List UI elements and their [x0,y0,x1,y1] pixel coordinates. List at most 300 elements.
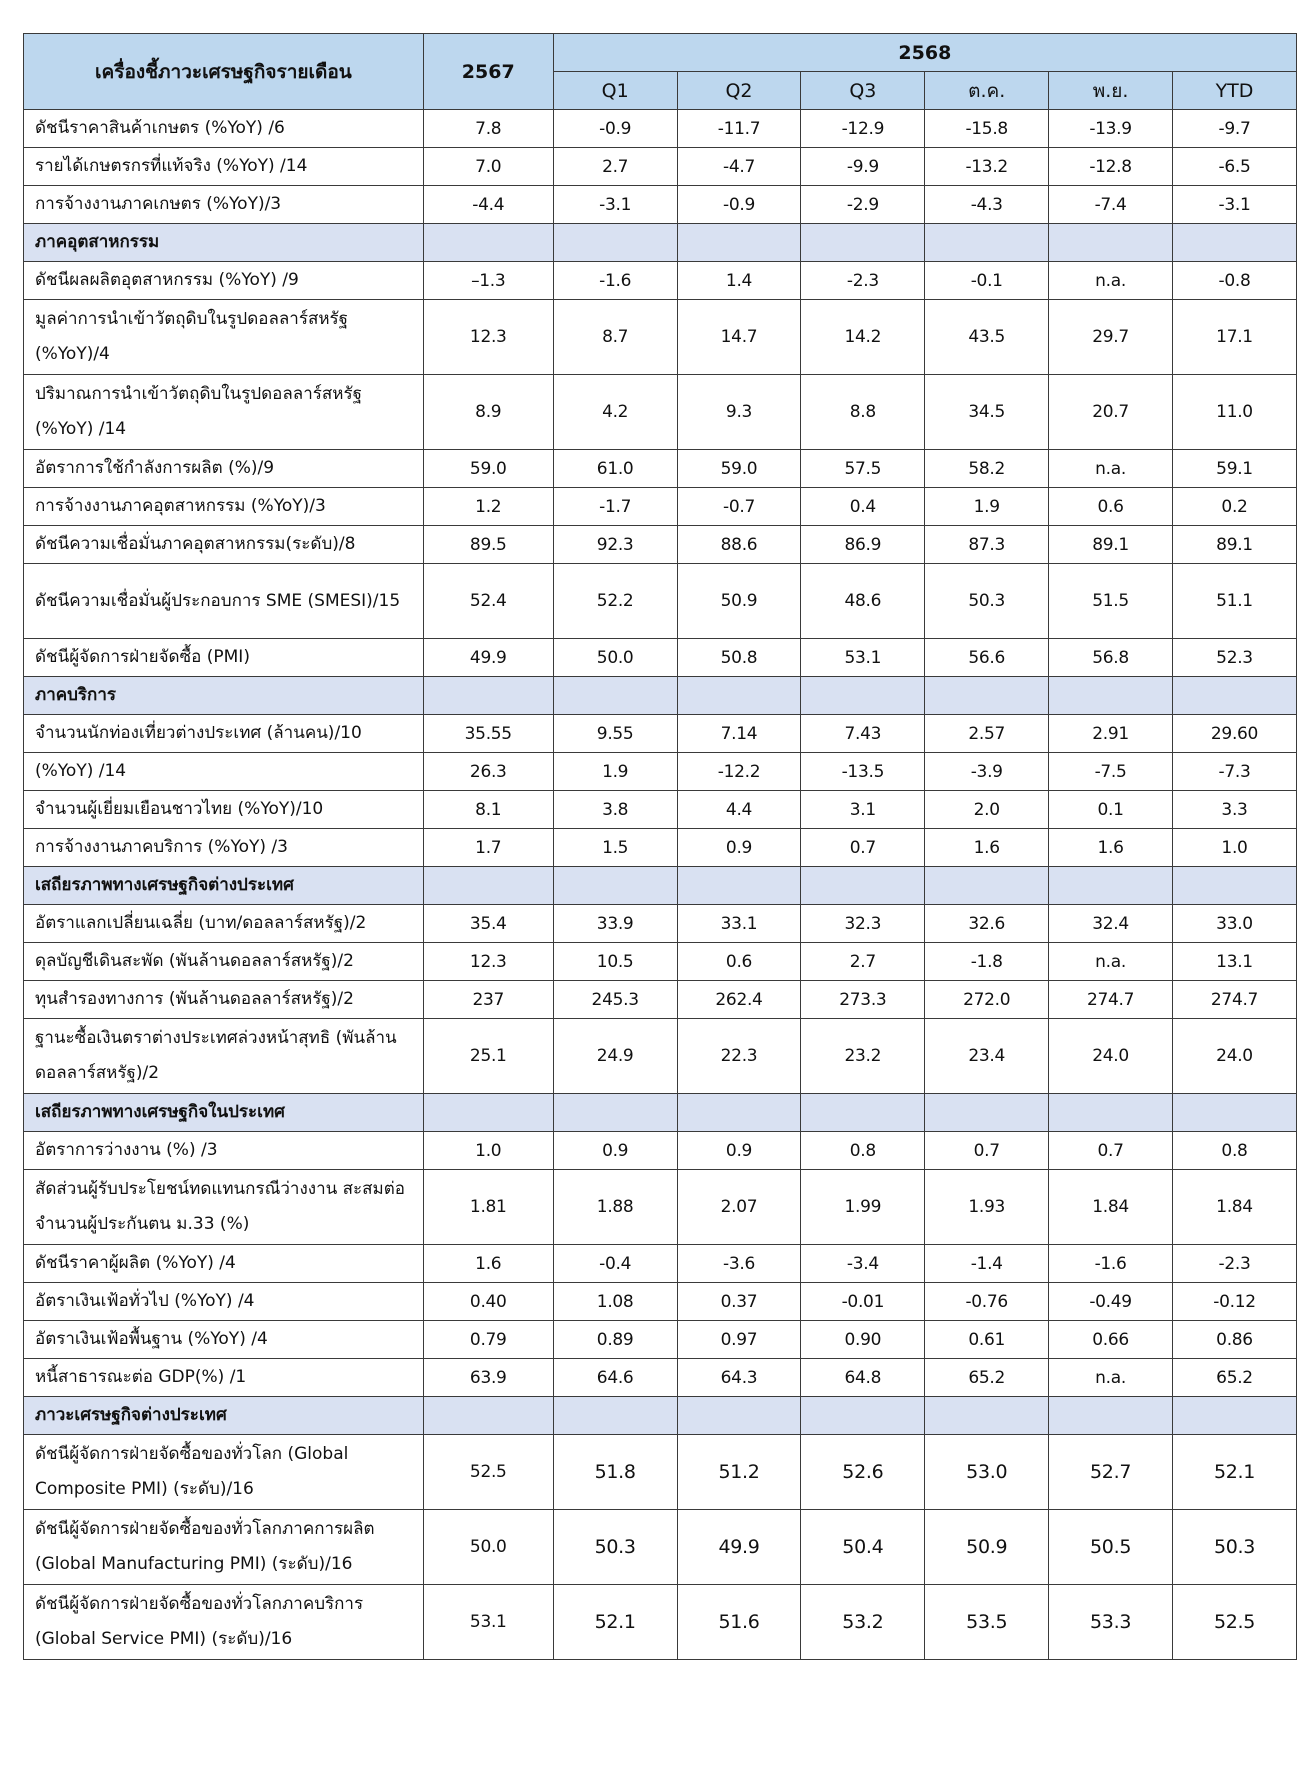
value-2568-q3: 53.2 [801,1585,925,1660]
value-2567: 0.40 [423,1283,553,1321]
value-2568-ytd: 33.0 [1173,905,1297,943]
value-2568-q3: 14.2 [801,300,925,375]
value-2568-q2: 0.9 [677,1132,801,1170]
value-2567: 1.7 [423,829,553,867]
indicator-label: ดัชนีผู้จัดการฝ่ายจัดซื้อของทั่วโลกภาคการผลิต (Global Manufacturing PMI) (ระดับ)/16 [24,1510,424,1585]
value-2568-q3: -12.9 [801,110,925,148]
value-2568-q1: 24.9 [553,1019,677,1094]
value-2568-oct: 34.5 [925,375,1049,450]
section-empty-cell [925,1094,1049,1132]
value-2568-q2: -0.9 [677,186,801,224]
value-2568-oct: 58.2 [925,450,1049,488]
section-empty-cell [553,677,677,715]
table-row [24,564,1297,639]
value-2568-oct: 0.7 [925,1132,1049,1170]
table-row [24,791,1297,829]
value-2568-q3: 52.6 [801,1435,925,1510]
value-2568-q3: -3.4 [801,1245,925,1283]
value-2568-nov: 20.7 [1049,375,1173,450]
value-2568-q3: 32.3 [801,905,925,943]
section-empty-cell [801,224,925,262]
value-2568-q2: 0.37 [677,1283,801,1321]
section-empty-cell [925,677,1049,715]
value-2568-nov: -7.5 [1049,753,1173,791]
value-2568-nov: -1.6 [1049,1245,1173,1283]
value-2568-ytd: 0.8 [1173,1132,1297,1170]
value-2567: 7.0 [423,148,553,186]
value-2568-q2: 50.9 [677,564,801,639]
value-2568-oct: -3.9 [925,753,1049,791]
value-2568-ytd: -3.1 [1173,186,1297,224]
value-2568-q3: 0.8 [801,1132,925,1170]
value-2567: 8.1 [423,791,553,829]
value-2568-oct: 56.6 [925,639,1049,677]
table-row [24,1435,1297,1510]
value-2568-q1: 50.3 [553,1510,677,1585]
value-2568-q2: -12.2 [677,753,801,791]
value-2568-q3: -9.9 [801,148,925,186]
value-2568-q1: 3.8 [553,791,677,829]
table-row [24,829,1297,867]
section-empty-cell [801,1094,925,1132]
value-2568-ytd: 274.7 [1173,981,1297,1019]
value-2567: 0.79 [423,1321,553,1359]
value-2568-q3: 64.8 [801,1359,925,1397]
value-2568-ytd: 51.1 [1173,564,1297,639]
value-2568-ytd: -2.3 [1173,1245,1297,1283]
value-2567: -4.4 [423,186,553,224]
section-empty-cell [1173,1094,1297,1132]
indicator-label: อัตราแลกเปลี่ยนเฉลี่ย (บาท/ดอลลาร์สหรัฐ)/2 [24,905,424,943]
value-2567: 89.5 [423,526,553,564]
value-2567: 8.9 [423,375,553,450]
table-row [24,943,1297,981]
value-2568-ytd: 29.60 [1173,715,1297,753]
value-2567: 50.0 [423,1510,553,1585]
value-2568-nov: n.a. [1049,1359,1173,1397]
value-2568-q3: -0.01 [801,1283,925,1321]
value-2568-ytd: 11.0 [1173,375,1297,450]
table-row [24,186,1297,224]
section-title: ภาวะเศรษฐกิจต่างประเทศ [24,1397,424,1435]
value-2568-oct: -1.4 [925,1245,1049,1283]
value-2568-ytd: 52.1 [1173,1435,1297,1510]
value-2568-q1: -0.4 [553,1245,677,1283]
value-2568-q3: 7.43 [801,715,925,753]
value-2568-q1: 4.2 [553,375,677,450]
indicator-label: อัตราเงินเฟ้อพื้นฐาน (%YoY) /4 [24,1321,424,1359]
value-2568-q2: 59.0 [677,450,801,488]
table-row [24,981,1297,1019]
value-2568-q1: 33.9 [553,905,677,943]
section-empty-cell [1049,224,1173,262]
table-row [24,1283,1297,1321]
indicator-label: อัตราการว่างงาน (%) /3 [24,1132,424,1170]
indicator-label: (%YoY) /14 [24,753,424,791]
section-empty-cell [553,1094,677,1132]
value-2568-nov: 0.7 [1049,1132,1173,1170]
section-empty-cell [801,677,925,715]
value-2568-q2: 50.8 [677,639,801,677]
section-empty-cell [1049,677,1173,715]
value-2568-q1: 0.9 [553,1132,677,1170]
value-2567: 237 [423,981,553,1019]
value-2567: –1.3 [423,262,553,300]
section-header-row [24,1397,1297,1435]
value-2568-q3: -13.5 [801,753,925,791]
section-title: เสถียรภาพทางเศรษฐกิจต่างประเทศ [24,867,424,905]
value-2568-oct: 0.61 [925,1321,1049,1359]
indicator-label: ดัชนีผู้จัดการฝ่ายจัดซื้อของทั่วโลกภาคบริการ (Global Service PMI) (ระดับ)/16 [24,1585,424,1660]
value-2568-q2: -0.7 [677,488,801,526]
section-empty-cell [553,1397,677,1435]
value-2568-q2: -4.7 [677,148,801,186]
section-empty-cell [423,867,553,905]
section-empty-cell [801,1397,925,1435]
table-row [24,450,1297,488]
value-2568-ytd: 52.3 [1173,639,1297,677]
indicator-label: ดัชนีความเชื่อมั่นภาคอุตสาหกรรม(ระดับ)/8 [24,526,424,564]
value-2568-nov: 24.0 [1049,1019,1173,1094]
section-title: ภาคอุตสาหกรรม [24,224,424,262]
value-2568-ytd: 59.1 [1173,450,1297,488]
value-2568-ytd: 89.1 [1173,526,1297,564]
section-empty-cell [925,867,1049,905]
value-2568-q1: -1.7 [553,488,677,526]
value-2568-q3: -2.3 [801,262,925,300]
value-2568-oct: -4.3 [925,186,1049,224]
value-2568-nov: 0.6 [1049,488,1173,526]
table-row [24,1170,1297,1245]
indicator-column-header: เครื่องชี้ภาวะเศรษฐกิจรายเดือน [24,34,424,110]
value-2568-q2: 14.7 [677,300,801,375]
section-empty-cell [677,224,801,262]
section-empty-cell [553,867,677,905]
value-2568-q1: 52.1 [553,1585,677,1660]
value-2568-oct: 1.93 [925,1170,1049,1245]
section-empty-cell [677,1094,801,1132]
value-2568-oct: 50.9 [925,1510,1049,1585]
value-2568-q2: -3.6 [677,1245,801,1283]
indicator-label: ดุลบัญชีเดินสะพัด (พันล้านดอลลาร์สหรัฐ)/2 [24,943,424,981]
value-2568-oct: -15.8 [925,110,1049,148]
value-2568-ytd: -0.12 [1173,1283,1297,1321]
value-2568-ytd: -0.8 [1173,262,1297,300]
section-empty-cell [1173,224,1297,262]
period-header-ytd: YTD [1173,72,1297,110]
value-2568-nov: -7.4 [1049,186,1173,224]
indicator-label: ดัชนีความเชื่อมั่นผู้ประกอบการ SME (SMESI)/15 [24,564,424,639]
table-row [24,262,1297,300]
value-2568-q3: 3.1 [801,791,925,829]
value-2568-ytd: 0.2 [1173,488,1297,526]
value-2568-q3: 57.5 [801,450,925,488]
indicator-label: ดัชนีราคาสินค้าเกษตร (%YoY) /6 [24,110,424,148]
value-2568-nov: 50.5 [1049,1510,1173,1585]
value-2568-q1: 61.0 [553,450,677,488]
value-2568-q2: 2.07 [677,1170,801,1245]
table-row [24,375,1297,450]
value-2567: 1.81 [423,1170,553,1245]
value-2568-nov: 0.1 [1049,791,1173,829]
value-2568-q3: 1.99 [801,1170,925,1245]
value-2568-q3: 2.7 [801,943,925,981]
value-2568-oct: 2.0 [925,791,1049,829]
value-2568-oct: -13.2 [925,148,1049,186]
value-2568-q2: 22.3 [677,1019,801,1094]
indicator-label: ดัชนีผู้จัดการฝ่ายจัดซื้อ (PMI) [24,639,424,677]
value-2568-oct: 53.5 [925,1585,1049,1660]
section-empty-cell [677,867,801,905]
value-2568-q1: 9.55 [553,715,677,753]
value-2568-q3: 50.4 [801,1510,925,1585]
value-2567: 63.9 [423,1359,553,1397]
value-2568-q1: 1.9 [553,753,677,791]
indicator-label: จำนวนนักท่องเที่ยวต่างประเทศ (ล้านคน)/10 [24,715,424,753]
value-2568-q1: -1.6 [553,262,677,300]
value-2568-ytd: 52.5 [1173,1585,1297,1660]
section-empty-cell [1173,867,1297,905]
value-2568-q3: 0.90 [801,1321,925,1359]
value-2568-ytd: 3.3 [1173,791,1297,829]
table-row [24,1359,1297,1397]
value-2568-ytd: -9.7 [1173,110,1297,148]
value-2568-q1: -3.1 [553,186,677,224]
value-2568-q2: 1.4 [677,262,801,300]
value-2568-nov: 52.7 [1049,1435,1173,1510]
value-2568-nov: -0.49 [1049,1283,1173,1321]
value-2567: 26.3 [423,753,553,791]
indicator-label: ปริมาณการนำเข้าวัตถุดิบในรูปดอลลาร์สหรัฐ (%YoY) /14 [24,375,424,450]
section-empty-cell [553,224,677,262]
value-2567: 1.0 [423,1132,553,1170]
value-2567: 1.6 [423,1245,553,1283]
value-2568-q3: 23.2 [801,1019,925,1094]
table-row [24,1245,1297,1283]
value-2568-ytd: 1.0 [1173,829,1297,867]
section-empty-cell [1173,1397,1297,1435]
period-header-q1: Q1 [553,72,677,110]
value-2568-q2: 88.6 [677,526,801,564]
value-2568-ytd: 1.84 [1173,1170,1297,1245]
value-2568-q3: 273.3 [801,981,925,1019]
value-2568-oct: 53.0 [925,1435,1049,1510]
table-row [24,300,1297,375]
section-empty-cell [677,1397,801,1435]
value-2567: 7.8 [423,110,553,148]
value-2568-q2: 0.6 [677,943,801,981]
section-header-row [24,677,1297,715]
value-2568-q1: 10.5 [553,943,677,981]
value-2567: 59.0 [423,450,553,488]
value-2568-q2: 9.3 [677,375,801,450]
section-empty-cell [925,1397,1049,1435]
value-2568-nov: 1.84 [1049,1170,1173,1245]
year-2567-header: 2567 [423,34,553,110]
table-row [24,148,1297,186]
value-2568-q2: 262.4 [677,981,801,1019]
value-2567: 53.1 [423,1585,553,1660]
value-2568-nov: 56.8 [1049,639,1173,677]
table-row [24,1510,1297,1585]
indicator-label: หนี้สาธารณะต่อ GDP(%) /1 [24,1359,424,1397]
table-row [24,1585,1297,1660]
indicator-label: ฐานะซื้อเงินตราต่างประเทศล่วงหน้าสุทธิ (พันล้านดอลลาร์สหรัฐ)/2 [24,1019,424,1094]
value-2568-q3: 53.1 [801,639,925,677]
value-2568-nov: n.a. [1049,262,1173,300]
value-2568-q1: 52.2 [553,564,677,639]
value-2568-oct: 32.6 [925,905,1049,943]
table-row [24,526,1297,564]
period-header-nov: พ.ย. [1049,72,1173,110]
section-title: ภาคบริการ [24,677,424,715]
indicator-label: ดัชนีผลผลิตอุตสาหกรรม (%YoY) /9 [24,262,424,300]
value-2568-nov: -13.9 [1049,110,1173,148]
value-2568-nov: 1.6 [1049,829,1173,867]
indicator-label: มูลค่าการนำเข้าวัตถุดิบในรูปดอลลาร์สหรัฐ (%YoY)/4 [24,300,424,375]
value-2568-ytd: -7.3 [1173,753,1297,791]
indicator-label: อัตราเงินเฟ้อทั่วไป (%YoY) /4 [24,1283,424,1321]
value-2568-q1: 2.7 [553,148,677,186]
value-2568-q1: 51.8 [553,1435,677,1510]
value-2568-q2: 0.97 [677,1321,801,1359]
period-header-q3: Q3 [801,72,925,110]
value-2568-q1: 92.3 [553,526,677,564]
value-2568-q3: 86.9 [801,526,925,564]
value-2568-q1: 64.6 [553,1359,677,1397]
indicator-label: การจ้างงานภาคเกษตร (%YoY)/3 [24,186,424,224]
value-2568-q1: -0.9 [553,110,677,148]
indicator-label: อัตราการใช้กำลังการผลิต (%)/9 [24,450,424,488]
value-2567: 35.4 [423,905,553,943]
value-2567: 1.2 [423,488,553,526]
table-header [24,34,1297,110]
value-2568-q2: 33.1 [677,905,801,943]
economic-indicators-table [23,33,1297,1660]
value-2568-nov: 51.5 [1049,564,1173,639]
value-2567: 52.5 [423,1435,553,1510]
value-2568-q3: 8.8 [801,375,925,450]
table-row [24,110,1297,148]
section-header-row [24,224,1297,262]
value-2568-q1: 1.08 [553,1283,677,1321]
table-row [24,905,1297,943]
value-2568-nov: 274.7 [1049,981,1173,1019]
value-2568-ytd: -6.5 [1173,148,1297,186]
value-2568-nov: 2.91 [1049,715,1173,753]
year-2568-header: 2568 [553,34,1296,72]
value-2568-q2: 0.9 [677,829,801,867]
value-2568-nov: -12.8 [1049,148,1173,186]
value-2568-q2: 51.2 [677,1435,801,1510]
value-2568-oct: 87.3 [925,526,1049,564]
value-2568-q1: 245.3 [553,981,677,1019]
value-2568-ytd: 13.1 [1173,943,1297,981]
value-2568-oct: 2.57 [925,715,1049,753]
value-2568-q2: 51.6 [677,1585,801,1660]
section-empty-cell [677,677,801,715]
value-2568-ytd: 0.86 [1173,1321,1297,1359]
value-2568-nov: 29.7 [1049,300,1173,375]
value-2568-q2: 49.9 [677,1510,801,1585]
value-2568-q1: 0.89 [553,1321,677,1359]
section-empty-cell [1049,1397,1173,1435]
table-row [24,1019,1297,1094]
section-empty-cell [925,224,1049,262]
table-row [24,1321,1297,1359]
value-2568-q2: -11.7 [677,110,801,148]
section-empty-cell [423,224,553,262]
value-2568-q1: 50.0 [553,639,677,677]
table-body [24,110,1297,1660]
value-2568-oct: 50.3 [925,564,1049,639]
table-row [24,639,1297,677]
section-empty-cell [423,1397,553,1435]
value-2568-oct: -1.8 [925,943,1049,981]
value-2568-q3: -2.9 [801,186,925,224]
period-header-q2: Q2 [677,72,801,110]
value-2568-q3: 0.7 [801,829,925,867]
section-header-row [24,867,1297,905]
value-2568-oct: -0.76 [925,1283,1049,1321]
value-2567: 12.3 [423,300,553,375]
value-2568-oct: 1.9 [925,488,1049,526]
table-row [24,488,1297,526]
value-2568-q3: 0.4 [801,488,925,526]
value-2567: 35.55 [423,715,553,753]
section-empty-cell [801,867,925,905]
section-empty-cell [1049,867,1173,905]
indicator-label: ดัชนีราคาผู้ผลิต (%YoY) /4 [24,1245,424,1283]
indicator-label: รายได้เกษตรกรที่แท้จริง (%YoY) /14 [24,148,424,186]
value-2568-q2: 64.3 [677,1359,801,1397]
value-2568-q1: 1.5 [553,829,677,867]
value-2567: 12.3 [423,943,553,981]
indicator-label: จำนวนผู้เยี่ยมเยือนชาวไทย (%YoY)/10 [24,791,424,829]
value-2568-ytd: 17.1 [1173,300,1297,375]
table-row [24,1132,1297,1170]
section-empty-cell [1049,1094,1173,1132]
value-2568-nov: 53.3 [1049,1585,1173,1660]
value-2568-nov: n.a. [1049,943,1173,981]
value-2568-nov: 89.1 [1049,526,1173,564]
value-2568-oct: 272.0 [925,981,1049,1019]
value-2568-oct: 23.4 [925,1019,1049,1094]
section-title: เสถียรภาพทางเศรษฐกิจในประเทศ [24,1094,424,1132]
value-2568-nov: n.a. [1049,450,1173,488]
value-2567: 52.4 [423,564,553,639]
table-row [24,753,1297,791]
value-2568-ytd: 65.2 [1173,1359,1297,1397]
value-2567: 49.9 [423,639,553,677]
value-2568-oct: -0.1 [925,262,1049,300]
value-2568-oct: 65.2 [925,1359,1049,1397]
value-2568-oct: 43.5 [925,300,1049,375]
value-2568-nov: 32.4 [1049,905,1173,943]
value-2568-q1: 8.7 [553,300,677,375]
indicator-label: สัดส่วนผู้รับประโยชน์ทดแทนกรณีว่างงาน สะสมต่อจำนวนผู้ประกันตน ม.33 (%) [24,1170,424,1245]
indicator-label: การจ้างงานภาคบริการ (%YoY) /3 [24,829,424,867]
value-2568-q2: 7.14 [677,715,801,753]
value-2568-nov: 0.66 [1049,1321,1173,1359]
value-2568-ytd: 50.3 [1173,1510,1297,1585]
section-empty-cell [423,1094,553,1132]
value-2567: 25.1 [423,1019,553,1094]
section-empty-cell [1173,677,1297,715]
indicator-label: การจ้างงานภาคอุตสาหกรรม (%YoY)/3 [24,488,424,526]
value-2568-ytd: 24.0 [1173,1019,1297,1094]
section-header-row [24,1094,1297,1132]
